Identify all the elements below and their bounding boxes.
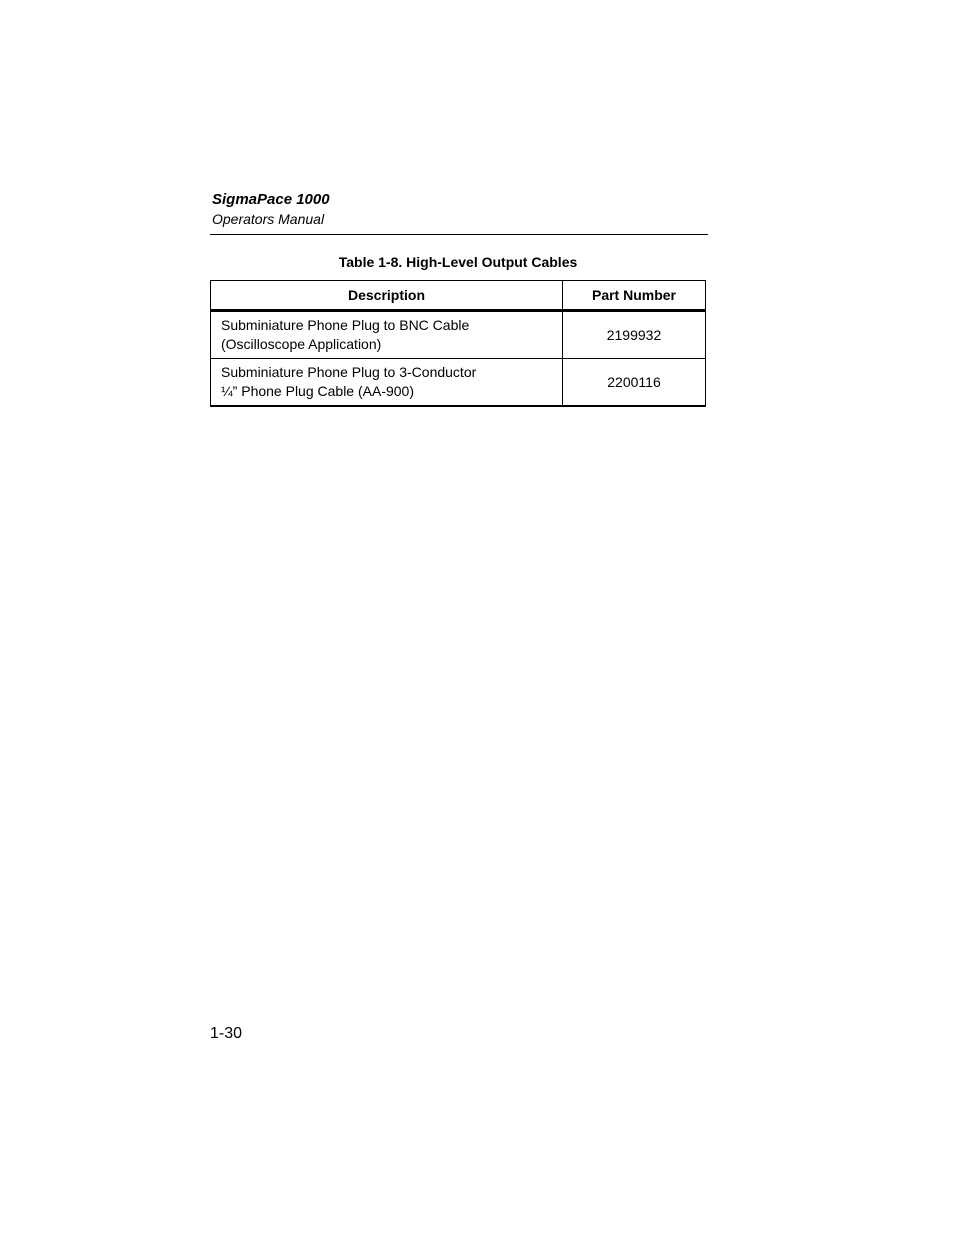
column-header-part-number: Part Number [563,281,706,311]
output-cables-table [210,280,706,407]
description-line: Subminiature Phone Plug to 3-Conductor [221,364,477,380]
table-row [211,311,706,359]
part-number-cell: 2199932 [563,311,706,359]
document-subtitle: Operators Manual [212,211,325,227]
description-cell [211,359,563,407]
column-header-description: Description [211,281,563,311]
table-caption: Table 1-8. High-Level Output Cables [338,254,578,270]
page-number: 1-30 [210,1025,243,1042]
description-line: ¼” Phone Plug Cable (AA-900) [221,383,414,399]
description-cell [211,311,563,359]
document-title: SigmaPace 1000 [212,191,330,208]
table-row [211,359,706,407]
part-number-cell: 2200116 [563,359,706,407]
description-line: (Oscilloscope Application) [221,336,382,352]
page-header [210,191,708,235]
table-header-row [211,281,706,311]
description-line: Subminiature Phone Plug to BNC Cable [221,317,470,333]
